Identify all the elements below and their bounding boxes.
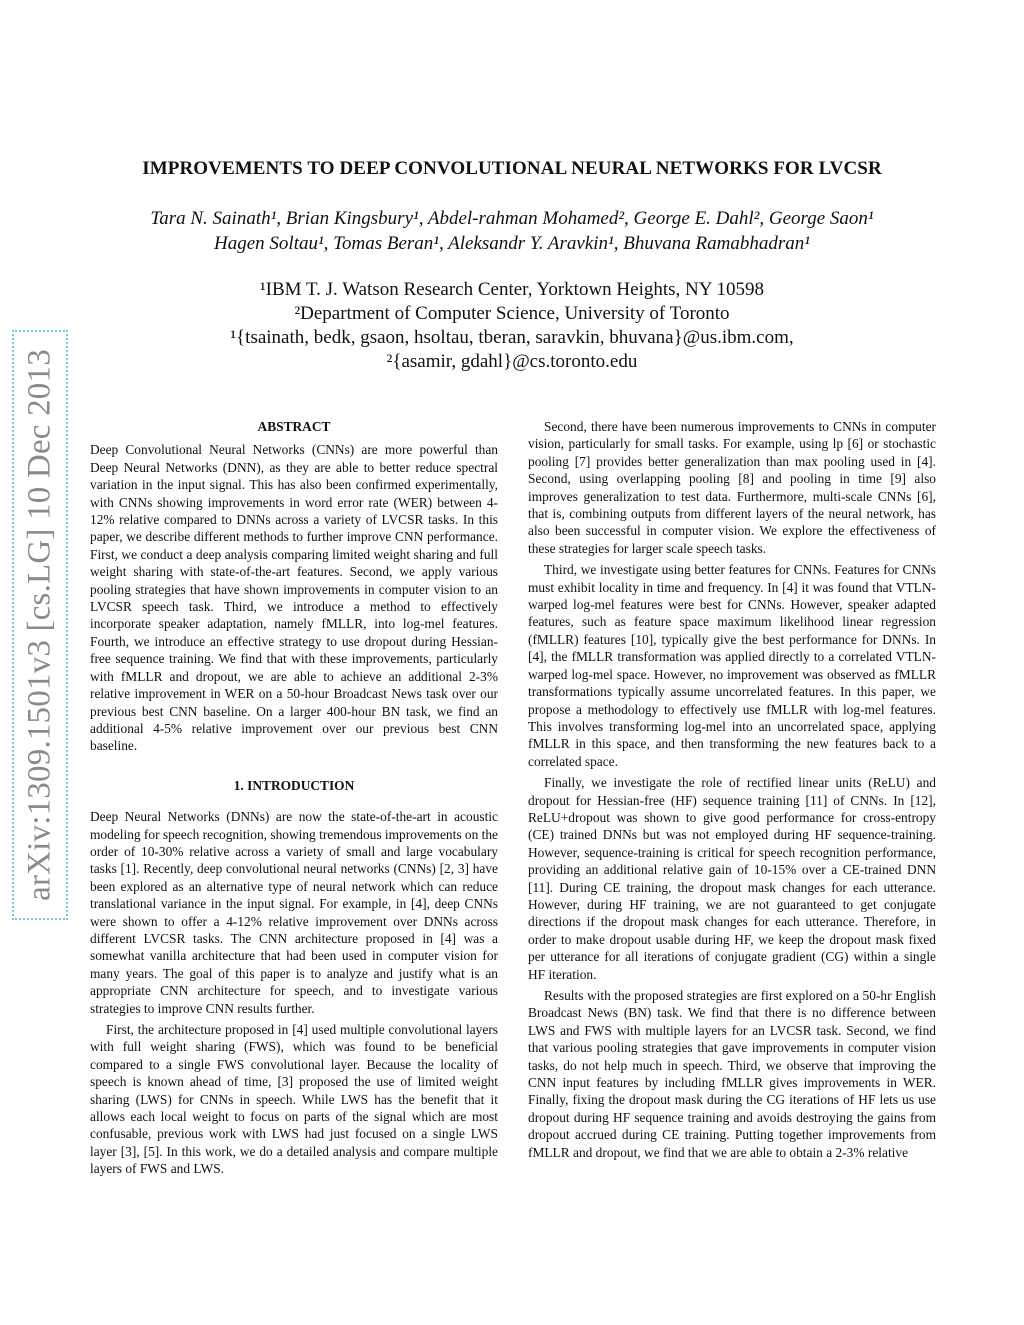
affiliations — [0, 278, 1024, 374]
intro-paragraph-5: Finally, we investigate the role of rectified linear units (ReLU) and dropout for Hessian-free (HF) sequence training [11] of CNNs. In [12], ReLU+dropout was shown to give good performance for cross-entropy (CE) trained DNNs but was not employed during HF sequence-training. However, sequence-training is critical for speech recognition performance, providing an additional relative gain of 10-15% over a CE-trained DNN [11]. During CE training, the dropout mask changes for each utterance. However, during HF training, we are not guaranteed to get conjugate directions if the dropout mask changes for each utterance. Therefore, in order to make dropout usable during HF, we keep the dropout mask fixed per utterance for all iterations of conjugate gradient (CG) within a single HF iteration. — [528, 775, 936, 982]
email-line-2: ²{asamir, gdahl}@cs.toronto.edu — [386, 351, 638, 372]
paper-title: IMPROVEMENTS TO DEEP CONVOLUTIONAL NEURAL NETWORKS FOR LVCSR — [142, 158, 882, 179]
introduction-heading: 1. INTRODUCTION — [233, 777, 355, 793]
author-list — [0, 206, 1024, 256]
email-line-1: ¹{tsainath, bedk, gsaon, hsoltau, tberan, saravkin, bhuvana}@us.ibm.com, — [230, 327, 794, 348]
author-line-2: Hagen Soltau¹, Tomas Beran¹, Aleksandr Y. Aravkin¹, Bhuvana Ramabhadran¹ — [214, 233, 810, 254]
abstract-paragraph: Deep Convolutional Neural Networks (CNNs) are more powerful than Deep Neural Networks (DNN), as they are able to better reduce spectral variation in the input signal. This has also been confirmed experimentally, with CNNs showing improvements in word error rate (WER) between 4-12% relative compared to DNNs across a variety of LVCSR tasks. In this paper, we describe different methods to further improve CNN performance. First, we conduct a deep analysis comparing limited weight sharing and full weight sharing with state-of-the-art features. Second, we apply various pooling strategies that have shown improvements in computer vision to an LVCSR speech task. Third, we introduce a method to effectively incorporate speaker adaptation, namely fMLLR, into log-mel features. Fourth, we introduce an effective strategy to use dropout during Hessian-free sequence training. We find that with these improvements, particularly with fMLLR and dropout, we are able to achieve an additional 2-3% relative improvement in WER on a 50-hour Broadcast News task over our previous best CNN baseline. On a larger 400-hour BN task, we find an additional 4-5% relative improvement over our previous best CNN baseline. — [90, 442, 498, 754]
intro-paragraph-2: First, the architecture proposed in [4] used multiple convolutional layers with full weight sharing (FWS), which was found to be beneficial compared to a single FWS convolutional layer. Because the locality of speech is known ahead of time, [3] proposed the use of limited weight sharing (LWS) for CNNs in speech. While LWS has the benefit that it allows each local weight to focus on parts of the signal which are most confusable, previous work with LWS had just focused on a single LWS layer [3], [5]. In this work, we do a detailed analysis and compare multiple layers of FWS and LWS. — [90, 1022, 498, 1177]
arxiv-identifier-stamp[interactable] — [12, 330, 68, 920]
affiliation-line-1: ¹IBM T. J. Watson Research Center, Yorktown Heights, NY 10598 — [259, 279, 765, 300]
arxiv-identifier-text: arXiv:1309.1501v3 [cs.LG] 10 Dec 2013 — [21, 349, 58, 901]
author-line-1: Tara N. Sainath¹, Brian Kingsbury¹, Abdel-rahman Mohamed², George E. Dahl², George Saon¹ — [150, 208, 874, 229]
abstract-heading: ABSTRACT — [257, 419, 331, 434]
right-column — [528, 418, 936, 1165]
intro-paragraph-1: Deep Neural Networks (DNNs) are now the state-of-the-art in acoustic modeling for speech recognition, showing tremendous improvements on the order of 10-30% relative across a variety of small and large vocabulary tasks [1]. Recently, deep convolutional neural networks (CNNs) [2, 3] have been explored as an alternative type of neural network which can reduce translational variance in the input signal. For example, in [4], deep CNNs were shown to offer a 4-12% relative improvement over DNNs across different LVCSR tasks. The CNN architecture proposed in [4] was a somewhat vanilla architecture that had been used in computer vision for many years. The goal of this paper is to analyze and justify what is an appropriate CNN architecture for speech, and to investigate various strategies to improve CNN results further. — [90, 809, 498, 1016]
intro-paragraph-4: Third, we investigate using better features for CNNs. Features for CNNs must exhibit locality in time and frequency. In [4] it was found that VTLN-warped log-mel features were best for CNNs. However, speaker adapted features, such as feature space maximum likelihood linear regression (fMLLR) features [10], typically give the best performance for DNNs. In [4], the fMLLR transformation was applied directly to a correlated VTLN-warped log-mel space. However, no improvement was observed as fMLLR transformations typically assume uncorrelated features. In this paper, we propose a methodology to effectively use fMLLR with log-mel features. This involves transforming log-mel into an uncorrelated space, applying fMLLR in this space, and then transforming the new features back to a correlated space. — [528, 562, 936, 769]
intro-paragraph-3: Second, there have been numerous improvements to CNNs in computer vision, particularly for small tasks. For example, using lp [6] or stochastic pooling [7] provides better generalization than max pooling used in [4]. Second, using overlapping pooling [8] and pooling in time [9] also improves generalization to test data. Furthermore, multi-scale CNNs [6], that is, combining outputs from different layers of the neural network, has also been successful in computer vision. We explore the effectiveness of these strategies for larger scale speech tasks. — [528, 419, 936, 556]
intro-paragraph-6: Results with the proposed strategies are first explored on a 50-hr English Broadcast News (BN) task. We find that there is no difference between LWS and FWS with multiple layers for an LVCSR task. Second, we find that various pooling strategies that gave improvements in computer vision tasks, do not help much in speech. Third, we observe that improving the CNN input features by including fMLLR gives improvements in WER. Finally, fixing the dropout mask during the CG iterations of HF lets us use dropout during HF sequence training and avoids destroying the gains from dropout accrued during CE training. Putting together improvements from fMLLR and dropout, we find that we are able to obtain a 2-3% relative — [528, 988, 936, 1160]
affiliation-line-2: ²Department of Computer Science, University of Toronto — [294, 303, 730, 324]
left-column — [90, 418, 498, 1182]
